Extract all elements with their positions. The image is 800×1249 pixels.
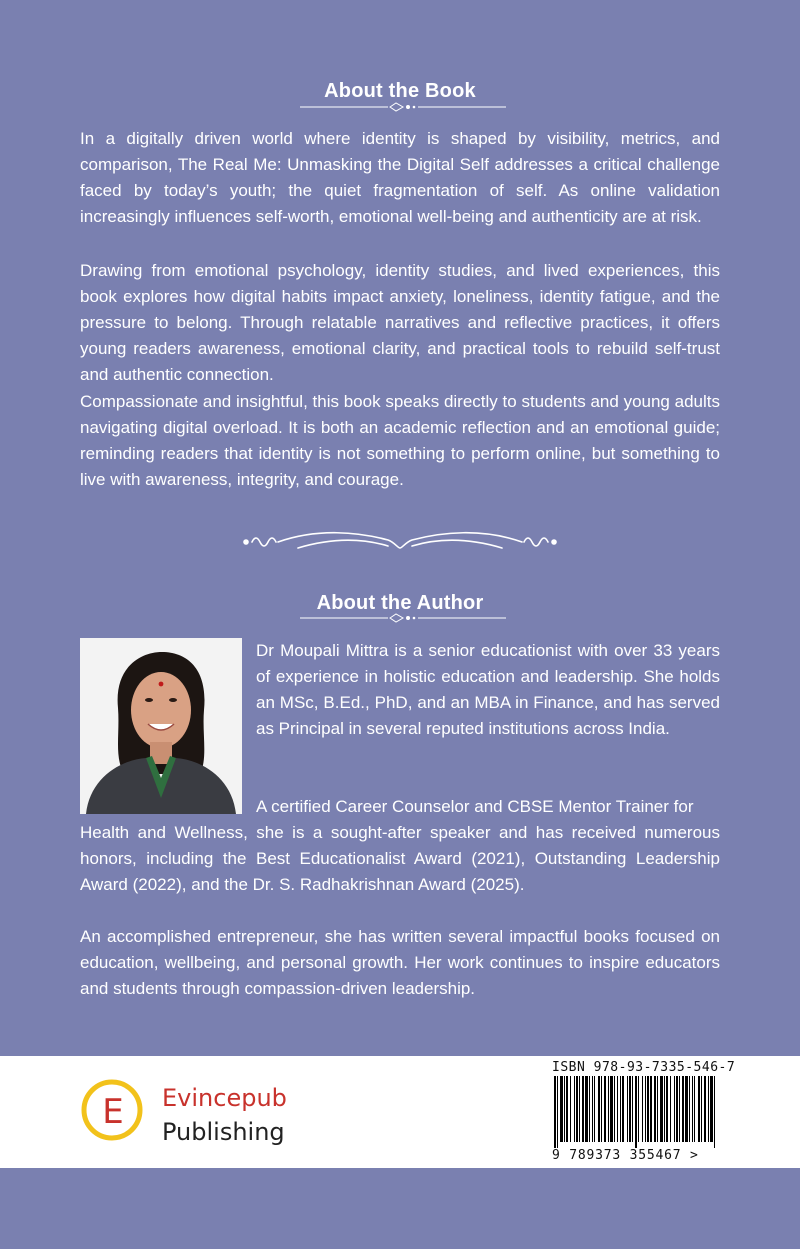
about-book-paragraph: In a digitally driven world where identity is shaped by visibility, metrics, and comparison, The Real Me: Unmasking the Digital Self addresses a critical challenge faced by today’s youth; the quiet fragmentation of self. As online validation increasingly influences self-worth, emotional well-being and authenticity are at risk. [80, 129, 720, 226]
author-bio-paragraph: Health and Wellness, she is a sought-after speaker and has received numerous honors, including the Best Educationalist Award (2021), Outstanding Leadership Award (2022), and the Dr. S. Radhakrishnan Award (2025). [80, 823, 720, 894]
author-bio-paragraph: An accomplished entrepreneur, she has written several impactful books focused on education, wellbeing, and personal growth. Her work continues to inspire educators and students through compassion-driven leadership. [80, 927, 720, 998]
publisher-footer [0, 1056, 800, 1168]
publisher-subtitle: Publishing [162, 1118, 285, 1146]
about-book-title: About the Book [324, 80, 476, 102]
author-photo [80, 638, 242, 814]
svg-text:E: E [102, 1092, 124, 1132]
flourish-divider-ornament [238, 526, 562, 556]
title-underline-ornament [300, 101, 506, 113]
author-portrait-image [80, 638, 242, 814]
author-bio-paragraph-start: A certified Career Counselor and CBSE Mentor Trainer for [256, 797, 694, 816]
about-author-title: About the Author [316, 592, 484, 614]
about-book-paragraph: Compassionate and insightful, this book speaks directly to students and young adults navigating digital overload. It is both an academic reflection and an emotional guide; reminding readers that identity is not something to perform online, but something to live with awareness, integrity, and courage. [80, 392, 720, 489]
evincepub-logo-icon [80, 1078, 144, 1142]
author-bio-paragraph: Dr Moupali Mittra is a senior educationist with over 33 years of experience in holistic education and leadership. She holds an MSc, B.Ed., PhD, and an MBA in Finance, and has served as Principal in several reputed institutions across India. [256, 641, 720, 738]
isbn-barcode [552, 1076, 720, 1148]
isbn-label: ISBN 978-93-7335-546-7 [552, 1060, 736, 1075]
title-underline-ornament [300, 612, 506, 624]
about-book-paragraph: Drawing from emotional psychology, identity studies, and lived experiences, this book explores how digital habits impact anxiety, loneliness, identity fatigue, and the pressure to belong. Through relatable narratives and reflective practices, it offers young readers awareness, emotional clarity, and practical tools to rebuild self-trust and authentic connection. [80, 261, 720, 384]
publisher-name: Evincepub [162, 1084, 287, 1112]
isbn-barcode-digits: 9 789373 355467 > [552, 1148, 699, 1163]
